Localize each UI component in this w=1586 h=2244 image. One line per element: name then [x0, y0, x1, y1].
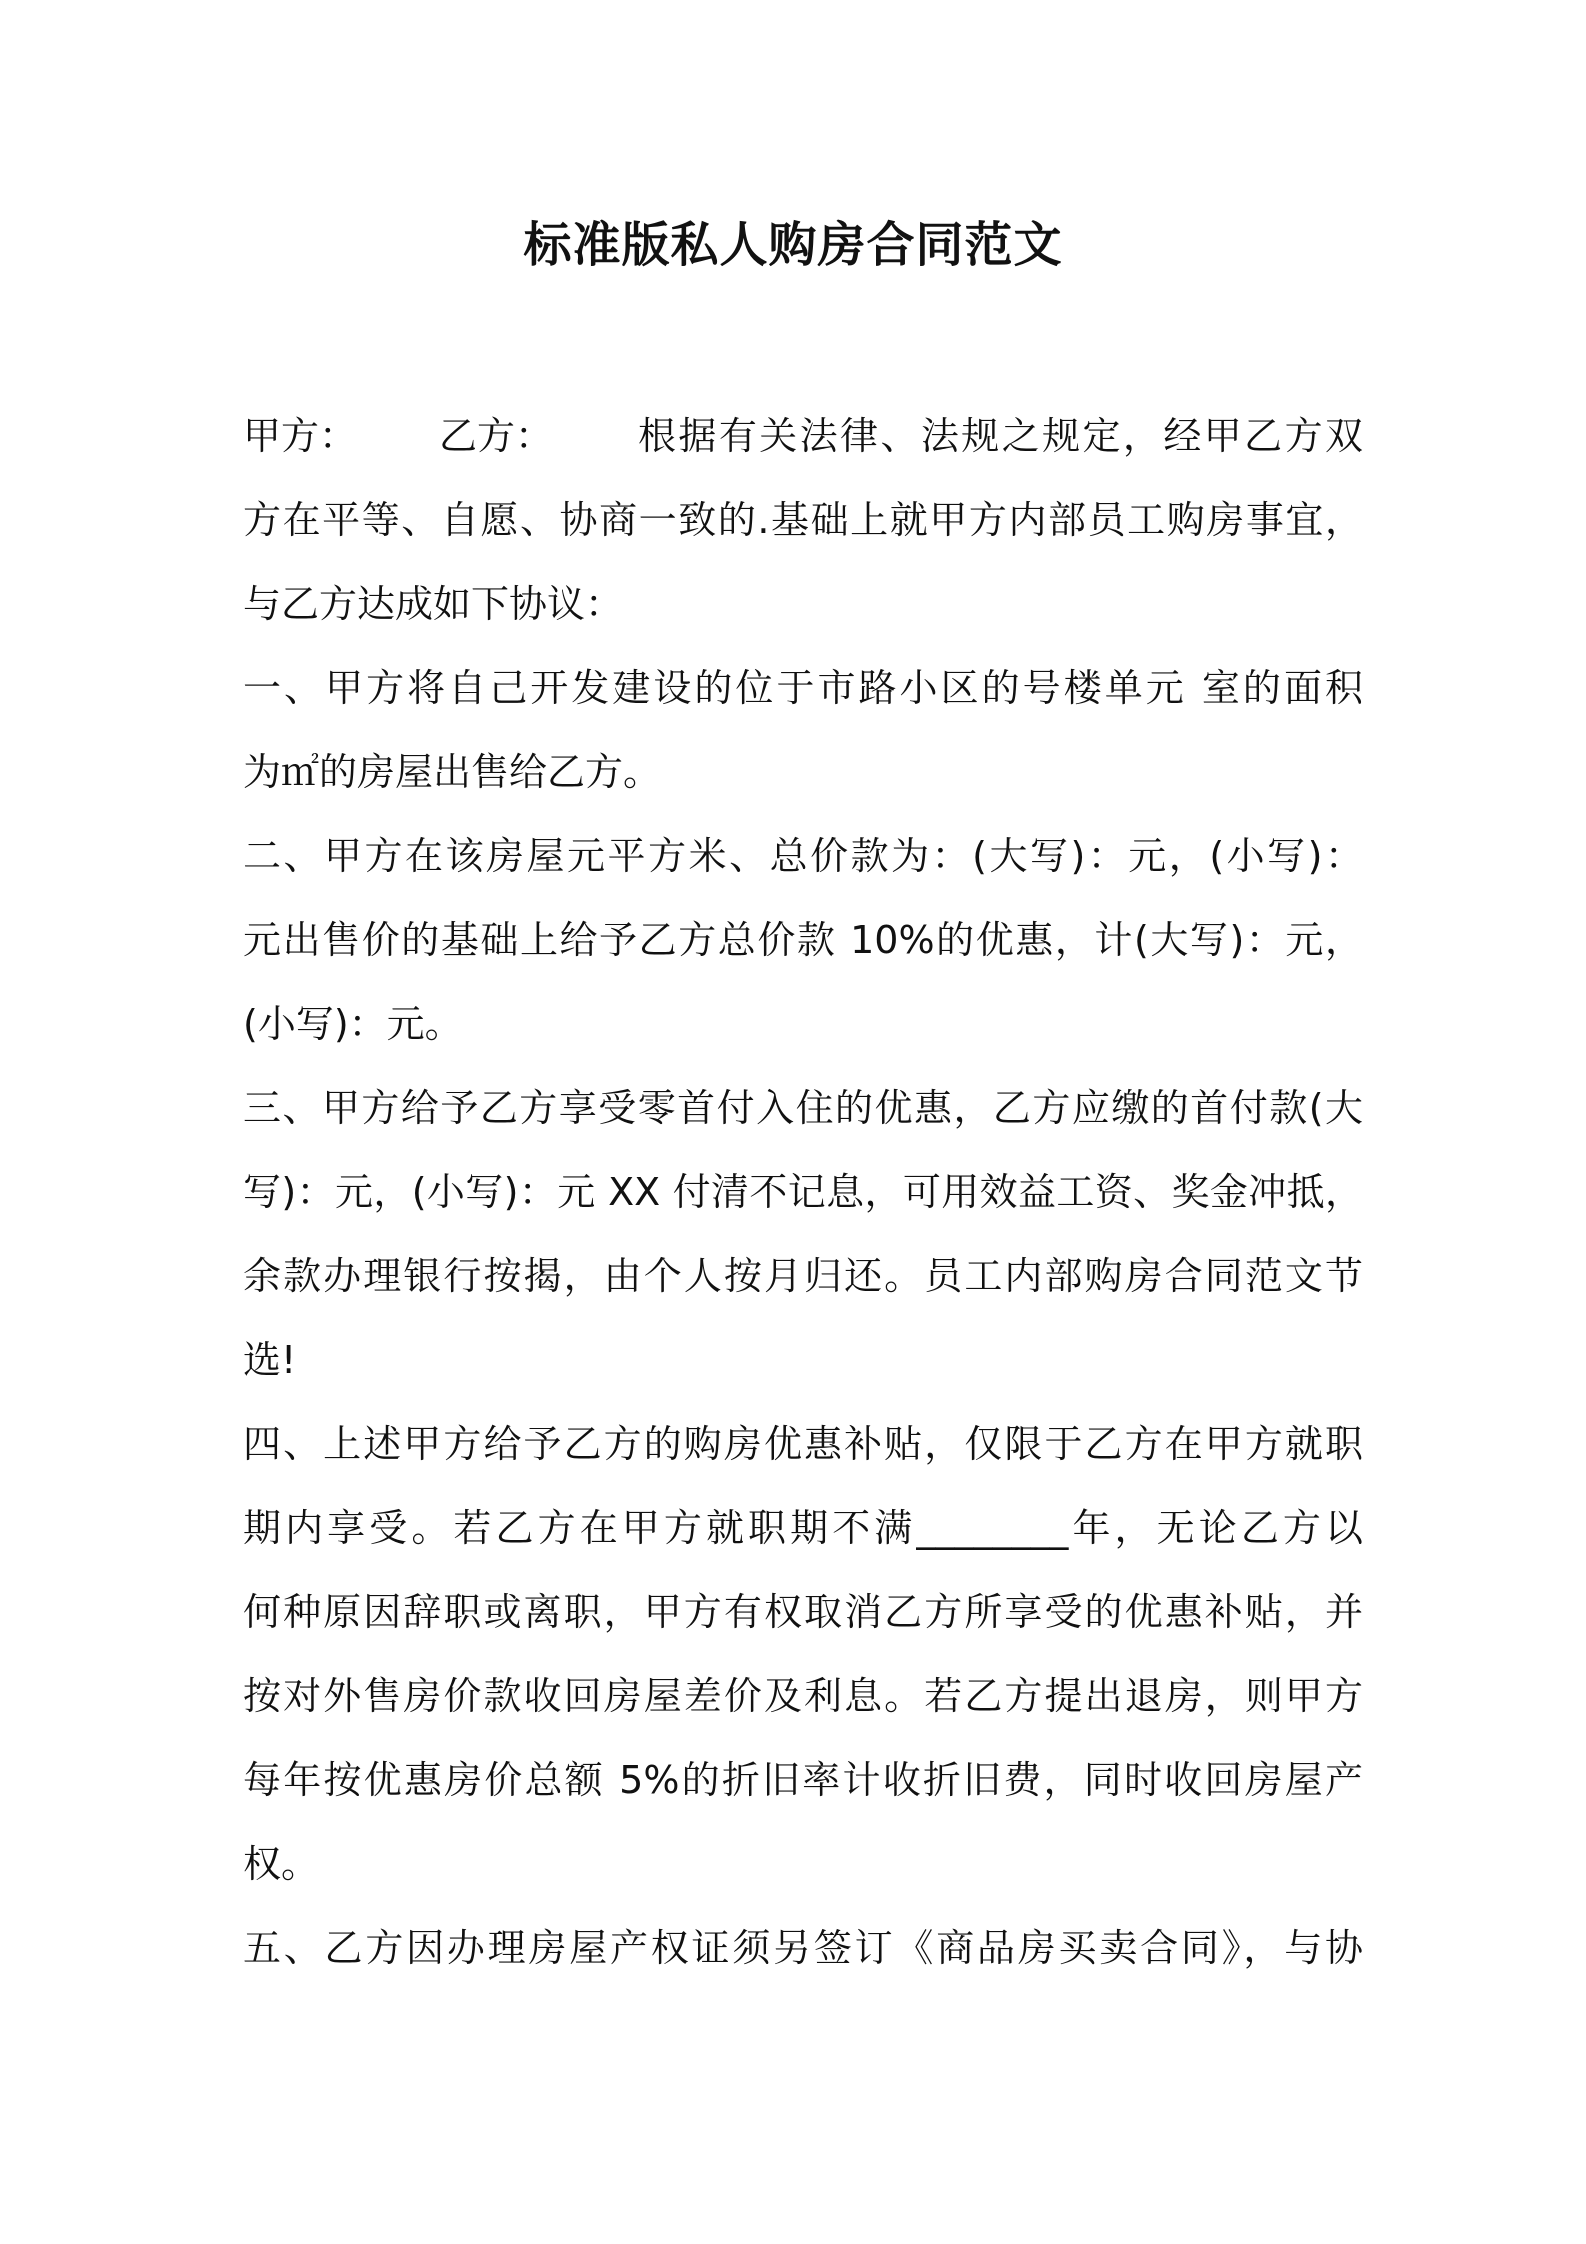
paragraph-line: 选! — [243, 1338, 297, 1382]
paragraph-line: 元出售价的基础上给予乙方总价款 10%的优惠，计(大写)：元， — [243, 918, 1363, 962]
document-title: 标准版私人购房合同范文 — [523, 217, 1063, 273]
paragraph-line: 期内享受。若乙方在甲方就职期不满________年，无论乙方以 — [243, 1506, 1363, 1550]
paragraph-line: 权。 — [243, 1842, 320, 1886]
paragraph-line: 一、甲方将自己开发建设的位于市路小区的号楼单元 室的面积 — [243, 666, 1363, 710]
preamble-line-1: 根据有关法律、法规之规定，经甲乙方双 — [638, 414, 1363, 458]
party-a-label: 甲方： — [243, 414, 358, 458]
paragraph-line: 为㎡的房屋出售给乙方。 — [243, 750, 662, 794]
paragraph-line: 写)：元，(小写)：元 XX 付清不记息，可用效益工资、奖金冲抵， — [243, 1170, 1363, 1214]
paragraph-line: 三、甲方给予乙方享受零首付入住的优惠，乙方应缴的首付款(大 — [243, 1086, 1363, 1130]
paragraph-line: 按对外售房价款收回房屋差价及利息。若乙方提出退房，则甲方 — [243, 1674, 1363, 1718]
paragraph-line: (小写)：元。 — [243, 1002, 463, 1046]
paragraph-line: 二、甲方在该房屋元平方米、总价款为：(大写)：元，(小写)： — [243, 834, 1363, 878]
paragraph-line: 与乙方达成如下协议： — [243, 582, 624, 626]
paragraph-line: 四、上述甲方给予乙方的购房优惠补贴，仅限于乙方在甲方就职 — [243, 1422, 1363, 1466]
paragraph-line: 方在平等、自愿、协商一致的.基础上就甲方内部员工购房事宜， — [243, 498, 1363, 542]
parties-line — [243, 411, 1363, 461]
paragraph-line: 每年按优惠房价总额 5%的折旧率计收折旧费，同时收回房屋产 — [243, 1758, 1363, 1802]
paragraph-line: 五、乙方因办理房屋产权证须另签订《商品房买卖合同》，与协 — [243, 1926, 1363, 1970]
party-b-label: 乙方： — [439, 414, 554, 458]
paragraph-line: 何种原因辞职或离职，甲方有权取消乙方所享受的优惠补贴，并 — [243, 1590, 1363, 1634]
paragraph-line: 余款办理银行按揭，由个人按月归还。员工内部购房合同范文节 — [243, 1254, 1363, 1298]
